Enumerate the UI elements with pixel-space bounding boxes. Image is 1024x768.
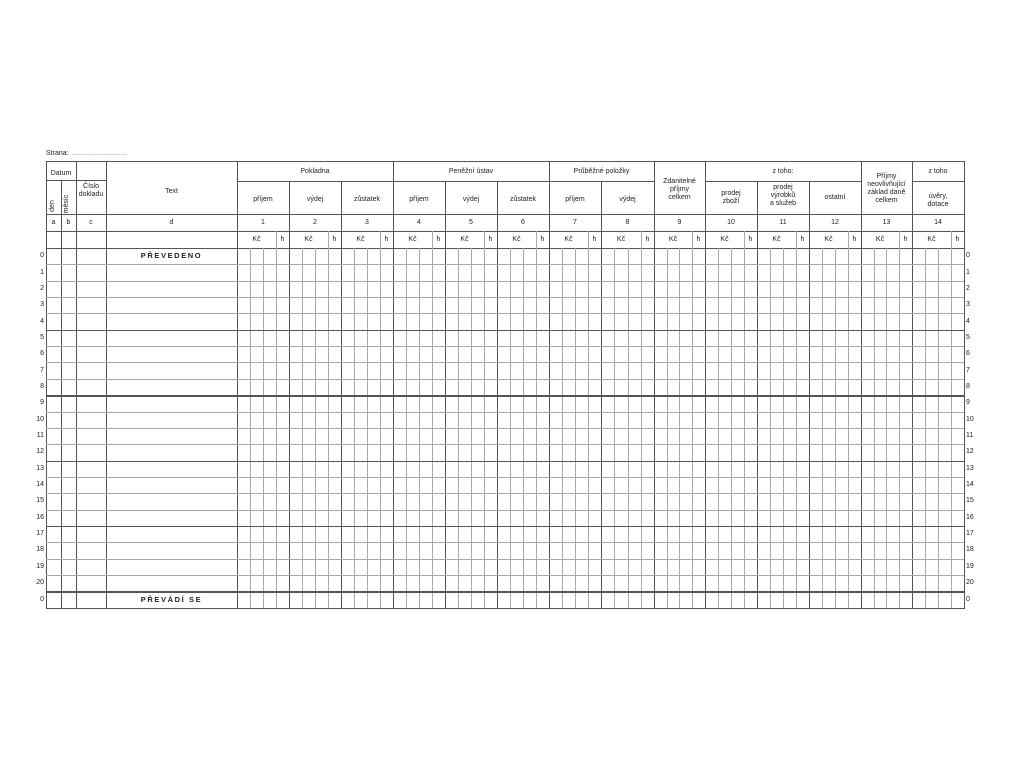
- row-line: [46, 281, 964, 282]
- unit-kc: Kč: [304, 236, 313, 243]
- zdanitelne-header-line: celkem: [668, 194, 691, 201]
- subcolumn-header: příjem: [409, 196, 429, 203]
- prevedeno-text: PŘEVEDENO: [140, 251, 203, 261]
- table-bottom-border: [46, 608, 964, 609]
- row-line: [46, 362, 964, 363]
- row-number-right: 8: [966, 382, 970, 390]
- index-letter: a: [51, 219, 56, 226]
- row-number-left: 14: [36, 481, 44, 489]
- unit-kc: Kč: [512, 236, 521, 243]
- z-toho-divider: [705, 181, 861, 182]
- halere-line: [899, 231, 900, 608]
- prijmy-neovl-header-line: celkem: [875, 197, 898, 204]
- halere-line: [588, 231, 589, 608]
- row-line: [46, 346, 964, 347]
- page-number-dots: ……………………………: [72, 151, 127, 157]
- halere-line: [641, 231, 642, 608]
- halere-line: [380, 231, 381, 608]
- index-number: 11: [779, 219, 787, 226]
- unit-h: h: [540, 236, 545, 243]
- unit-h: h: [696, 236, 701, 243]
- unit-kc: Kč: [252, 236, 261, 243]
- row-number-right: 19: [966, 562, 974, 570]
- row-number-right: 11: [966, 432, 974, 440]
- row-number-right: 1: [966, 268, 970, 276]
- unit-h: h: [280, 236, 285, 243]
- index-number: 14: [934, 219, 942, 226]
- row-line: [46, 559, 964, 560]
- unit-h: h: [384, 236, 389, 243]
- row-number-right: 5: [966, 333, 970, 341]
- row-line: [46, 477, 964, 478]
- row-number-left: 11: [36, 432, 44, 440]
- row-number-right: 0: [966, 595, 970, 603]
- index-number: 6: [521, 219, 525, 226]
- row-line: [46, 542, 964, 543]
- row-number-left: 15: [36, 497, 44, 505]
- index-number: 2: [313, 219, 317, 226]
- unit-kc: Kč: [460, 236, 469, 243]
- row-number-right: 17: [966, 530, 974, 538]
- row-number-right: 14: [966, 481, 974, 489]
- group-title: Peněžní ústav: [448, 168, 494, 175]
- unit-kc: Kč: [356, 236, 365, 243]
- row-number-right: 20: [966, 579, 974, 587]
- row-number-left: 16: [36, 513, 44, 521]
- row-number-left: 1: [40, 268, 44, 276]
- den-header: den: [49, 200, 56, 212]
- unit-h: h: [488, 236, 493, 243]
- row-number-right: 10: [966, 415, 974, 423]
- halere-line: [692, 231, 693, 608]
- halere-line: [744, 231, 745, 608]
- index-number: 9: [677, 219, 682, 226]
- row-number-right: 9: [966, 399, 970, 407]
- index-number: 7: [573, 219, 577, 226]
- z-toho-subheader-line: zboží: [722, 198, 740, 205]
- halere-line: [848, 231, 849, 608]
- text-header: Text: [165, 188, 178, 195]
- row-number-left: 5: [40, 333, 44, 341]
- row-number-left: 3: [40, 301, 44, 309]
- row-number-left: 0: [40, 252, 44, 260]
- z-toho-subheader-line: ostatní: [824, 194, 846, 201]
- subcolumn-header: příjem: [253, 196, 273, 203]
- z-toho-subheader-line: a služeb: [769, 200, 797, 207]
- row-number-right: 3: [966, 301, 970, 309]
- row-line: [46, 395, 964, 396]
- halere-line: [484, 231, 485, 608]
- row-line: [46, 526, 964, 527]
- index-number: 1: [261, 219, 265, 226]
- halere-line: [951, 231, 952, 608]
- halere-line: [276, 231, 277, 608]
- mesic-header: měsíc: [63, 194, 70, 214]
- unit-h: h: [332, 236, 337, 243]
- row-number-left: 20: [36, 579, 44, 587]
- row-number-left: 13: [36, 464, 44, 472]
- index-number: 10: [727, 219, 735, 226]
- unit-h: h: [436, 236, 441, 243]
- index-letter: c: [89, 219, 93, 226]
- index-number: 13: [882, 219, 891, 226]
- halere-line: [432, 231, 433, 608]
- unit-kc: Kč: [564, 236, 573, 243]
- row-number-right: 13: [966, 464, 974, 472]
- row-line: [46, 461, 964, 462]
- unit-kc: Kč: [927, 236, 936, 243]
- row-number-left: 9: [40, 399, 44, 407]
- row-number-right: 15: [966, 497, 974, 505]
- unit-kc: Kč: [616, 236, 626, 243]
- row-number-right: 16: [966, 513, 974, 521]
- subcolumn-header: zůstatek: [353, 196, 381, 203]
- unit-h: h: [852, 236, 857, 243]
- z-toho-subheader-line: výrobků: [770, 192, 796, 199]
- row-number-left: 19: [36, 562, 44, 570]
- row-number-left: 4: [40, 317, 44, 325]
- index-number: 8: [625, 219, 630, 226]
- group-title: Pokladna: [300, 168, 330, 175]
- column-line: [61, 180, 62, 608]
- index-number: 4: [417, 219, 421, 226]
- row-line: [46, 575, 964, 576]
- index-number: 5: [469, 219, 473, 226]
- row-number-right: 0: [966, 252, 970, 260]
- table-top-border: [46, 161, 964, 162]
- unit-h: h: [800, 236, 805, 243]
- halere-line: [796, 231, 797, 608]
- row-number-left: 6: [40, 350, 44, 358]
- prijmy-neovl-header-line: neovlivňující: [867, 181, 906, 188]
- unit-h: h: [645, 236, 650, 243]
- row-number-right: 4: [966, 317, 970, 325]
- row-number-left: 17: [36, 530, 44, 538]
- header-bottom-border: [46, 214, 964, 215]
- unit-kc: Kč: [824, 236, 833, 243]
- index-letter: b: [66, 219, 71, 226]
- unit-kc: Kč: [720, 236, 729, 243]
- zdanitelne-header-line: Zdanitelné: [663, 178, 696, 185]
- page-number-label: Strana:: [46, 150, 69, 157]
- row-number-left: 0: [40, 595, 44, 603]
- row-number-left: 12: [36, 448, 44, 456]
- row-line: [46, 264, 964, 265]
- row-number-right: 6: [966, 350, 970, 358]
- row-line: [46, 428, 964, 429]
- unit-h: h: [955, 236, 960, 243]
- row-line: [46, 412, 964, 413]
- row-number-left: 18: [36, 546, 44, 554]
- row-line: [46, 591, 964, 592]
- subcolumn-header: výdej: [619, 196, 636, 203]
- row-number-right: 7: [966, 366, 970, 374]
- group-title: Průběžné položky: [573, 168, 630, 175]
- subcolumn-header: výdej: [306, 196, 324, 203]
- halere-line: [328, 231, 329, 608]
- row-line: [46, 313, 964, 314]
- zdanitelne-header-line: příjmy: [669, 186, 690, 193]
- major-column-line: [964, 161, 965, 609]
- unit-h: h: [903, 236, 908, 243]
- row-line: [46, 297, 964, 298]
- row-number-left: 10: [36, 415, 44, 423]
- row-line: [46, 330, 964, 331]
- z-toho-subheader-line: prodej: [773, 184, 793, 191]
- z-toho-subheader-line: prodej: [721, 190, 741, 197]
- row-line: [46, 493, 964, 494]
- unit-kc: Kč: [772, 236, 781, 243]
- index-letter: d: [169, 219, 174, 226]
- index-row-bottom-border: [46, 231, 964, 232]
- z-toho-header: z toho:: [772, 168, 794, 175]
- row-line: [46, 444, 964, 445]
- row-line: [46, 379, 964, 380]
- prijmy-neovl-header-line: základ daně: [867, 189, 906, 196]
- row-number-left: 2: [40, 284, 44, 292]
- prevadi-se-text: PŘEVÁDÍ SE: [140, 594, 203, 604]
- index-number: 3: [365, 219, 369, 226]
- row-number-left: 7: [40, 366, 44, 374]
- row-line: [46, 510, 964, 511]
- subcolumn-header: výdej: [462, 196, 480, 203]
- cislo-dokladu-header-line: dokladu: [78, 191, 104, 198]
- index-number: 12: [831, 219, 839, 226]
- unit-h: h: [748, 236, 753, 243]
- row-number-left: 8: [40, 382, 44, 390]
- uvery-header-line: úvěry,: [928, 193, 948, 200]
- prijmy-neovl-header-line: Příjmy: [876, 173, 897, 180]
- halere-line: [536, 231, 537, 608]
- z-toho2-header: z toho: [928, 168, 948, 175]
- subcolumn-header: zůstatek: [509, 196, 537, 203]
- unit-kc: Kč: [408, 236, 417, 243]
- datum-header: Datum: [50, 170, 72, 177]
- unit-kc: Kč: [875, 236, 885, 243]
- z-toho2-divider: [912, 181, 964, 182]
- uvery-header-line: dotace: [927, 201, 949, 208]
- unit-kc: Kč: [668, 236, 678, 243]
- unit-row-bottom-border: [46, 248, 964, 249]
- unit-h: h: [592, 236, 597, 243]
- row-number-right: 2: [966, 284, 970, 292]
- row-number-right: 12: [966, 448, 974, 456]
- cislo-dokladu-header-line: Číslo: [83, 183, 99, 190]
- subcolumn-header: příjem: [565, 196, 585, 203]
- row-number-right: 18: [966, 546, 974, 554]
